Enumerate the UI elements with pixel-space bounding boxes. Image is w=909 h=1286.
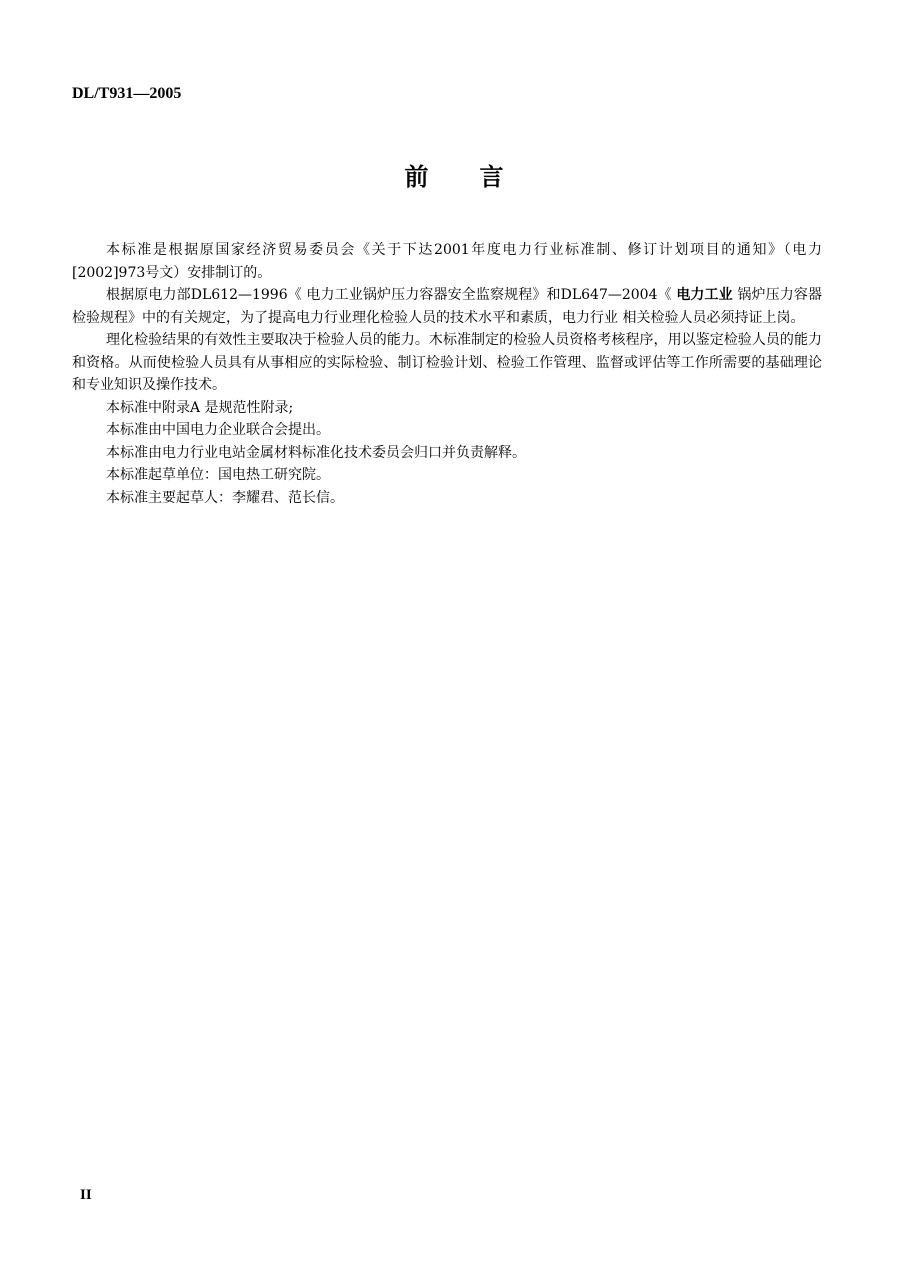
paragraph-regulations [72,284,822,329]
paragraph-regulations-part-1: 根据原电力部DL612—1996《 电力工业锅炉压力容器安全监察规程》和DL647—2004《 [106,287,677,303]
page-title-char-1: 前 [404,163,430,191]
page-title-char-2: 言 [479,163,505,191]
page-number: II [80,1187,92,1203]
paragraph-regulations-part-2: 锅炉压力容器检验规程》中的有关规定，为了提高电力行业理化检验人员的技术水平和素质，电力行业 相关检验人员必须持证上岗。 [72,287,822,326]
paragraph-proposer: 本标准由中国电力企业联合会提出。 [106,422,330,438]
page-title [0,160,909,194]
paragraph-drafting-unit: 本标准起草单位：国电热工研究院。 [106,467,330,483]
paragraph-committee: 本标准由电力行业电站金属材料标准化技术委员会归口并负责解释。 [106,444,526,461]
paragraph-basis: 本标准是根据原国家经济贸易委员会《关于下达2001年度电力行业标准制、修订计划项目的通知》（电力[2002]973号文）安排制订的。 [72,242,822,281]
foreword-body [72,239,822,509]
standard-code: DL/T931—2005 [72,85,182,102]
paragraph-drafters: 本标准主要起草人：李耀君、范长信。 [106,489,344,506]
paragraph-appendix: 本标准中附录A 是规范性附录; [106,399,294,416]
paragraph-purpose: 理化检验结果的有效性主要取决于检验人员的能力。木标准制定的检验人员资格考核程序，用以鉴定检验人员的能力和资格。从而使检验人员具有从事相应的实际检验、制订检验计划、检验工作管理、监督或评估等工作所需要的基础理论和专业知识及操作技术。 [72,332,822,393]
paragraph-regulations-strong: 电力工业 [676,287,733,303]
